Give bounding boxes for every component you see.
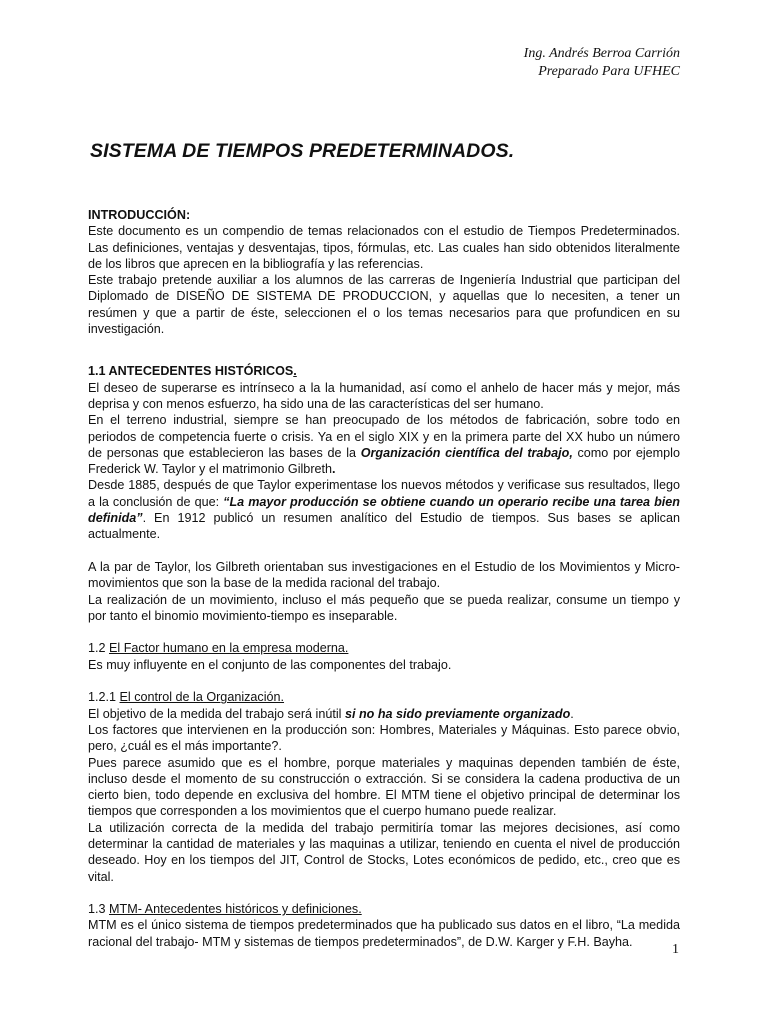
section-1-2-paragraph-1: Es muy influyente en el conjunto de las componentes del trabajo. (88, 657, 452, 672)
author-line: Ing. Andrés Berroa Carrión (523, 46, 680, 61)
page-header (524, 45, 680, 81)
section-1-2-title: El Factor humano en la empresa moderna. (109, 641, 349, 656)
bold-period: . (332, 462, 336, 477)
paragraph-text: . En 1912 publicó un resumen analítico del Estudio de tiempos. Sus bases se aplican actualmente. (88, 511, 680, 542)
intro-paragraph-2: Este trabajo pretende auxiliar a los alumnos de las carreras de Ingeniería Industrial que participan del Diplomado de DISEÑO DE SISTEMA DE PRODUCCION, y aquellas que lo necesiten, a tener un resúmen y que a partir de éste, seleccionen el o los temas necesarios para que profundicen en su investigación. (88, 273, 680, 337)
prepared-for-line: Preparado Para UFHEC (538, 64, 680, 79)
section-1-2-1-paragraph-4: La utilización correcta de la medida del trabajo permitiría tomar las mejores decisiones, así como determinar la cantidad de materiales y las maquinas a utilizar, teniendo en cuenta el nivel de producción deseado. Hoy en los tiempos del JIT, Control de Stocks, Lotes económicos de pedido, etc., creo que es vital. (88, 820, 680, 884)
section-1-3-heading (88, 901, 680, 917)
section-1-1-heading (88, 363, 680, 379)
section-1-2-heading (88, 640, 680, 656)
section-1-1-paragraph-3 (88, 477, 680, 542)
section-1-2-1-heading (88, 689, 680, 705)
section-number: 1.2 (88, 641, 110, 656)
page-number: 1 (672, 942, 679, 957)
section-1-1-paragraph-5: La realización de un movimiento, incluso el más pequeño que se pueda realizar, consume un tiempo y por tanto el binomio movimiento-tiempo es inseparable. (88, 592, 680, 623)
section-1-1-heading-text: 1.1 ANTECEDENTES HISTÓRICOS (88, 364, 294, 379)
section-1-1-paragraph-2 (88, 412, 680, 477)
document-body (88, 207, 680, 950)
section-1-2-1-paragraph-1 (88, 706, 680, 722)
section-1-2-1-title: El control de la Organización. (119, 690, 285, 705)
paragraph-text: El objetivo de la medida del trabajo será inútil (88, 706, 345, 721)
quote-emphasis: “La mayor producción se obtiene cuando un operario recibe una tarea bien definida” (88, 494, 680, 526)
section-1-1-paragraph-1: El deseo de superarse es intrínseco a la la humanidad, así como el anhelo de hacer más y mejor, más deprisa y con menos esfuerzo, ha sido una de las características del ser humano. (88, 380, 680, 411)
section-1-1-paragraph-4: A la par de Taylor, los Gilbreth orientaban sus investigaciones en el Estudio de los Movimientos y Micro-movimientos que son la base de la medida racional del trabajo. (88, 559, 680, 591)
section-1-2-1-paragraph-2: Los factores que intervienen en la producción son: Hombres, Materiales y Máquinas. Esto parece obvio, pero, ¿cuál es el más importante?. (88, 722, 680, 754)
paragraph-text: Desde 1885, después de que Taylor experimentase los nuevos métodos y verificase sus resultados, llego a la conclusión de que: (88, 478, 680, 509)
section-number: 1.2.1 (88, 690, 120, 705)
intro-paragraph-1: Este documento es un compendio de temas relacionados con el estudio de Tiempos Predeterminados. Las definiciones, ventajas y desventajas, tipos, fórmulas, etc. Las cuales han sido obtenidos literalmente de los libros que aprecen en la bibliografía y las referencias. (88, 224, 680, 271)
paragraph-text: como por ejemplo Frederick W. Taylor y el matrimonio Gilbreth (88, 445, 680, 477)
document-title: SISTEMA DE TIEMPOS PREDETERMINADOS. (90, 140, 515, 162)
section-1-1-heading-dot: . (293, 364, 297, 379)
paragraph-text: En el terreno industrial, siempre se han preocupado de los métodos de fabricación, sobre todo en periodos de competencia fuerte o crisis. Ya en el siglo XIX y en la primera parte del XX hubo un número de personas que establecieron las bases de la (88, 413, 680, 460)
emphasis-text: si no ha sido previamente organizado (344, 706, 571, 721)
section-1-2-1-paragraph-3: Pues parece asumido que es el hombre, porque materiales y maquinas dependen también de éste, incluso desde el momento de su construcción o extracción. Si se considera la cadena productiva de un cierto bien, todo depende en exclusiva del hombre. El MTM tiene el objetivo principal de determinar los tiempos que corresponden a los movimientos que el cuerpo humano puede realizar. (88, 755, 680, 819)
intro-heading: INTRODUCCIÓN: (88, 208, 191, 222)
emphasis-text: Organización científica del trabajo, (360, 445, 573, 460)
section-1-3-title: MTM- Antecedentes históricos y definiciones. (109, 902, 362, 917)
section-number: 1.3 (88, 902, 110, 917)
section-1-3-paragraph-1: MTM es el único sistema de tiempos predeterminados que ha publicado sus datos en el libro, “La medida racional del trabajo- MTM y sistemas de tiempos predeterminados”, de D.W. Karger y F.H. Bayha. (88, 918, 680, 949)
paragraph-text: . (570, 706, 574, 721)
